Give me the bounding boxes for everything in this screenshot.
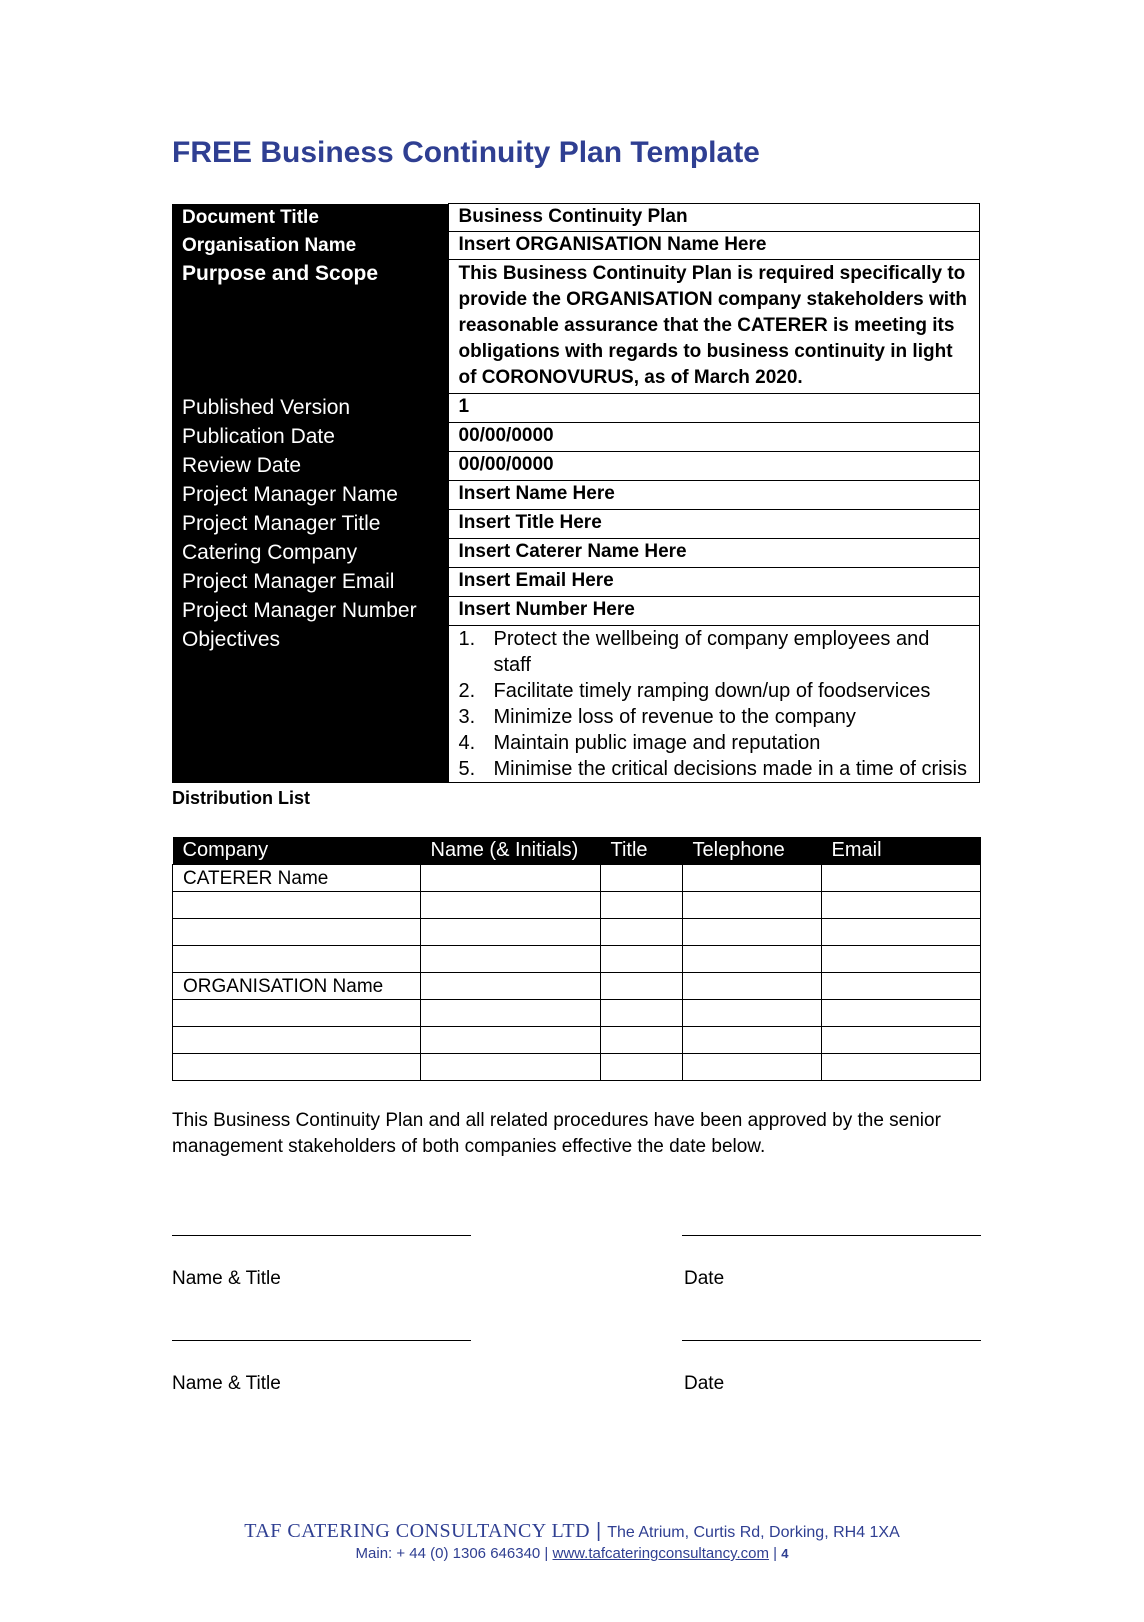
table-cell[interactable] [822, 1054, 981, 1081]
objective-item: 3. Minimize loss of revenue to the company [458, 706, 856, 728]
document-info-table [172, 203, 980, 783]
col-email: Email [822, 837, 981, 865]
table-cell[interactable] [601, 946, 683, 973]
page-number: 4 [781, 1546, 789, 1561]
table-cell[interactable] [421, 1000, 601, 1027]
table-cell[interactable] [822, 1000, 981, 1027]
table-cell[interactable] [822, 1027, 981, 1054]
table-cell[interactable] [683, 1054, 822, 1081]
table-cell[interactable] [421, 1054, 601, 1081]
pm-email-value: Insert Email Here [448, 568, 980, 597]
signature-line[interactable] [172, 1340, 471, 1341]
table-row [173, 1027, 981, 1054]
pm-name-label: Project Manager Name [172, 481, 448, 510]
signature-line[interactable] [172, 1235, 471, 1236]
document-title-value: Business Continuity Plan [448, 204, 980, 232]
table-cell[interactable] [173, 1054, 421, 1081]
objective-item: 2. Facilitate timely ramping down/up of foodservices [458, 680, 931, 702]
purpose-scope-value: This Business Continuity Plan is required specifically to provide the ORGANISATION company stakeholders with reasonable assurance that the CATERER is meeting its obligations with regards to business continuity in light of CORONOVURUS, as of March 2020. [448, 260, 980, 394]
footer-company-name: TAF CATERING CONSULTANCY LTD [244, 1520, 591, 1542]
table-cell[interactable] [173, 1000, 421, 1027]
footer-phone: Main: + 44 (0) 1306 646340 [355, 1545, 541, 1562]
footer-separator: | [544, 1545, 549, 1562]
table-cell[interactable] [173, 919, 421, 946]
col-title: Title [601, 837, 683, 865]
table-row [173, 919, 981, 946]
pm-number-value: Insert Number Here [448, 597, 980, 626]
pm-email-label: Project Manager Email [172, 568, 448, 597]
distribution-heading: Distribution List [172, 788, 310, 808]
pm-title-value: Insert Title Here [448, 510, 980, 539]
distribution-table [172, 837, 981, 1081]
table-cell[interactable] [822, 865, 981, 892]
table-row [173, 1000, 981, 1027]
table-row [173, 1054, 981, 1081]
table-cell[interactable] [421, 865, 601, 892]
purpose-scope-label: Purpose and Scope [172, 260, 448, 394]
document-title-label: Document Title [172, 204, 448, 232]
table-cell[interactable]: CATERER Name [173, 865, 421, 892]
col-company: Company [173, 837, 421, 865]
pm-name-value: Insert Name Here [448, 481, 980, 510]
table-cell[interactable] [421, 919, 601, 946]
table-cell[interactable] [421, 946, 601, 973]
published-version-value: 1 [448, 394, 980, 423]
review-date-value: 00/00/0000 [448, 452, 980, 481]
table-cell[interactable] [421, 1027, 601, 1054]
publication-date-label: Publication Date [172, 423, 448, 452]
table-cell[interactable]: ORGANISATION Name [173, 973, 421, 1000]
pm-title-label: Project Manager Title [172, 510, 448, 539]
name-title-label: Name & Title [172, 1373, 281, 1394]
date-label: Date [684, 1268, 725, 1289]
table-cell[interactable] [683, 1000, 822, 1027]
table-cell[interactable] [601, 1054, 683, 1081]
publication-date-value: 00/00/0000 [448, 423, 980, 452]
table-cell[interactable] [683, 892, 822, 919]
objectives-value [448, 626, 980, 783]
table-cell[interactable] [822, 946, 981, 973]
table-cell[interactable] [601, 919, 683, 946]
table-row [173, 973, 981, 1000]
objective-item: 5. Minimise the critical decisions made in a time of crisis [458, 758, 967, 780]
catering-company-label: Catering Company [172, 539, 448, 568]
table-cell[interactable] [683, 946, 822, 973]
footer-website-link[interactable]: www.tafcateringconsultancy.com [552, 1545, 769, 1562]
page-title: FREE Business Continuity Plan Template [172, 136, 760, 169]
table-cell[interactable] [683, 919, 822, 946]
footer-contact-line [0, 1545, 1144, 1562]
objectives-label: Objectives [172, 626, 448, 783]
objective-item: 1. Protect the wellbeing of company employees and staff [458, 628, 930, 676]
distribution-header-row [173, 837, 981, 865]
table-row [173, 865, 981, 892]
table-cell[interactable] [601, 1000, 683, 1027]
table-cell[interactable] [822, 892, 981, 919]
table-cell[interactable] [173, 946, 421, 973]
table-cell[interactable] [601, 1027, 683, 1054]
table-cell[interactable] [173, 1027, 421, 1054]
table-cell[interactable] [822, 973, 981, 1000]
footer-separator: | [773, 1545, 778, 1562]
footer-address: The Atrium, Curtis Rd, Dorking, RH4 1XA [607, 1524, 900, 1541]
table-cell[interactable] [683, 865, 822, 892]
review-date-label: Review Date [172, 452, 448, 481]
organisation-name-value: Insert ORGANISATION Name Here [448, 232, 980, 260]
table-cell[interactable] [173, 892, 421, 919]
table-cell[interactable] [601, 865, 683, 892]
date-line[interactable] [682, 1235, 981, 1236]
table-cell[interactable] [683, 1027, 822, 1054]
name-title-label: Name & Title [172, 1268, 281, 1289]
approval-statement: This Business Continuity Plan and all related procedures have been approved by the senior management stakeholders of both companies effective the date below. [172, 1110, 941, 1157]
date-label: Date [684, 1373, 725, 1394]
pm-number-label: Project Manager Number [172, 597, 448, 626]
published-version-label: Published Version [172, 394, 448, 423]
table-cell[interactable] [421, 973, 601, 1000]
table-row [173, 946, 981, 973]
date-line[interactable] [682, 1340, 981, 1341]
table-cell[interactable] [601, 892, 683, 919]
footer-separator: | [596, 1520, 602, 1542]
objective-item: 4. Maintain public image and reputation [458, 732, 821, 754]
table-cell[interactable] [822, 919, 981, 946]
col-name: Name (& Initials) [421, 837, 601, 865]
table-row [173, 892, 981, 919]
objectives-list [459, 626, 970, 782]
table-cell[interactable] [683, 973, 822, 1000]
table-cell[interactable] [601, 973, 683, 1000]
organisation-name-label: Organisation Name [172, 232, 448, 260]
catering-company-value: Insert Caterer Name Here [448, 539, 980, 568]
table-cell[interactable] [421, 892, 601, 919]
col-telephone: Telephone [683, 837, 822, 865]
footer-company-line [0, 1520, 1144, 1543]
